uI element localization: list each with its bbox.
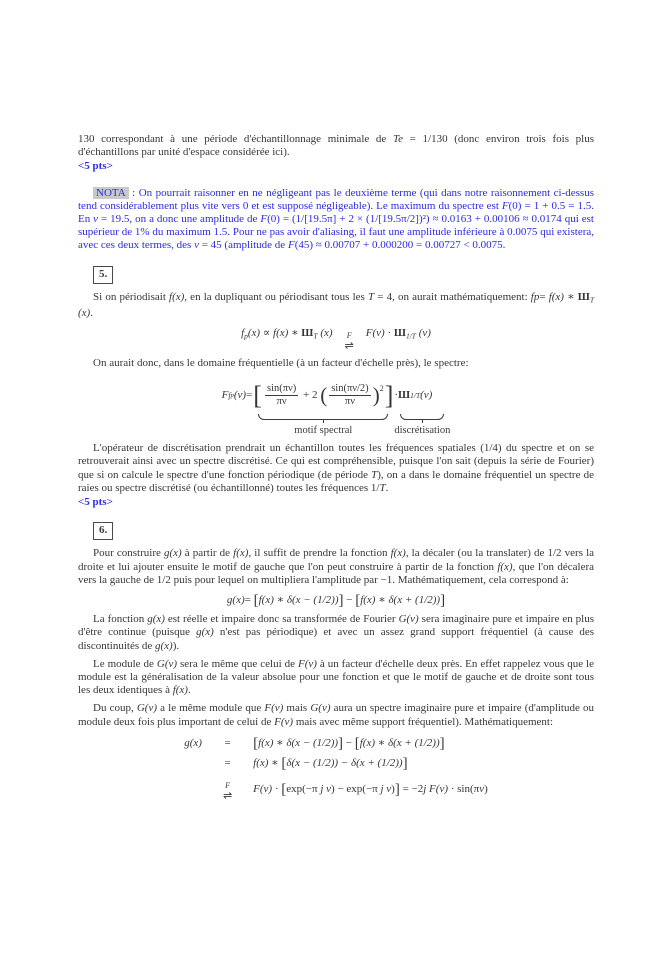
motif-spectral-expression [252, 379, 394, 413]
fraction-sinc-half [329, 383, 370, 408]
fraction-denominator: πν [344, 396, 355, 408]
points-badge-2: <5 pts> [78, 495, 113, 508]
harpoons-symbol: ⇌ [344, 338, 354, 352]
paragraph-6c: Le module de G(ν) sera le même que celui de F(ν) à un facteur d'échelle deux près. En effet rappelez vous que le module est la généralisation de la valeur absolue pour une fonction et que le motif de gauche et de droite sont tous les deux identiques à f(x). [78, 657, 594, 697]
underbrace-icon [400, 414, 444, 420]
fraction-denominator: πν [276, 396, 287, 408]
paragraph-5a: Si on périodisait f(x), en la dupliquant ou périodisant tous les T = 4, on aurait mathématiquement: fp= f(x) ∗ $Ш_T$ (x). [78, 290, 594, 319]
fourier-f-symbol: F [225, 781, 230, 791]
derivation-row3-fourier [211, 777, 244, 801]
derivation-row2-rhs: f(x) ∗ [δ(x − (1/2)) − δ(x + (1/2))] [253, 755, 408, 772]
underbrace-icon [258, 414, 388, 420]
underbrace-discretisation [394, 379, 450, 437]
cdot-symbol: · [394, 389, 399, 402]
section-5-number-box: 5. [93, 266, 113, 284]
paragraph-sampling-intro: 130 correspondant à une période d'échantillonnage minimale de Te = 1/130 (donc environ trois fois plus d'échantillons par unité d'espace considérée ici). [78, 133, 594, 159]
fourier-f-symbol: F [346, 330, 352, 340]
paragraph-nota [78, 187, 594, 253]
equation-periodisation [78, 327, 594, 351]
equation-periodisation-right: $F(\nu) \cdot Ш_{1/T}$ (ν) [365, 326, 431, 341]
subscript-p: p [230, 392, 234, 400]
subscript-f: f [228, 391, 231, 401]
left-paren: ( [320, 383, 328, 408]
right-paren: ) [372, 383, 380, 408]
paragraph-5b: On aurait donc, dans le domaine fréquentielle (à un facteur d'échelle près), le spectre: [93, 356, 469, 369]
shah-symbol: Ш [398, 389, 411, 402]
harpoons-symbol: ⇌ [222, 789, 233, 803]
fraction-numerator: sin(πν) [265, 383, 298, 396]
paragraph-6b: La fonction g(x) est réelle et impaire donc sa transformée de Fourier G(ν) sera imaginaire pure et impaire en plus d'être continue (puisque g(x) n'est pas périodique) et avec un assez grand support fréquentiel (à cause des discontinuités de g(x)). [78, 613, 595, 652]
nota-highlight-label: NOTA [93, 187, 129, 199]
right-bracket: ] [384, 380, 394, 410]
points-badge-1: <5 pts> [78, 160, 113, 173]
derivation-row1-equals: = [224, 736, 231, 749]
nu-argument: (ν) [420, 389, 433, 402]
paragraph-6a: Pour construire g(x) à partir de f(x), il suffit de prendre la fonction f(x), la décaler (ou la translater) de 1/2 vers la droite et lui ajouter ensuite le motif de gauche que l'on peut construire à partir de la fonction f(x), que l'on décalera vers la gauche de 1/2 puis pour lequel on multipliera l'amplitude par −1. Mathématiquement, cela correspond à: [78, 547, 595, 586]
nu-argument: (ν) [233, 389, 247, 402]
exponent-2: 2 [379, 383, 384, 393]
equation-spectrum [78, 379, 594, 437]
paragraph-6d: Du coup, G(ν) a le même module que F(ν) mais G(ν) aura un spectre imaginaire pure et impaire (d'amplitude ou module deux fois plus important de celui de F(ν) mais avec même support fréquentiel). Mathématiquement: [78, 702, 595, 728]
derivation-row1-rhs: [f(x) ∗ δ(x − (1/2))] − [f(x) ∗ δ(x + (1/2))] [253, 735, 445, 752]
shah-subscript: 1/T [410, 391, 421, 401]
derivation-row2-equals: = [224, 757, 231, 769]
fraction-sinc [265, 383, 298, 408]
paragraph-5c: L'opérateur de discrétisation prendrait un échantillon toutes les fréquences spatiales (1/4) du spectre et on se retrouverait ainsi avec un spectre discrétisé. Ce qui est compréhensible, puisque l'on sait (depuis la série de Fourier) que si on calcule le spectre d'une fonction périodique (de période T), on a dans le domaine fréquentiel un spectre de raies ou spectre discrétisé (ou échantillonné) toutes les fréquences 1/T. [78, 442, 594, 494]
equation-derivation-block [184, 737, 488, 801]
F-symbol: F [221, 389, 229, 402]
equation-g-definition: g(x)= [f(x) ∗ δ(x − (1/2))] − [f(x) ∗ δ(x + (1/2))] [226, 592, 446, 609]
underbrace-motif-spectral [252, 379, 394, 437]
underbrace-label-motif: motif spectral [294, 424, 353, 436]
equation-periodisation-left: $f_p(x) \propto f(x)$ ∗ $Ш_T$ (x) [241, 326, 333, 341]
section-5-heading [78, 253, 594, 286]
fourier-transform-pair-icon [223, 782, 232, 801]
fraction-numerator: sin(πν/2) [329, 383, 370, 396]
derivation-row1-lhs: g(x) [184, 736, 202, 749]
plus-two-term: + 2 [300, 389, 321, 402]
nota-body: : On pourrait raisonner en ne négligeant pas le deuxième terme (qui dans notre raisonnement ci-dessus tend considérablement plus vite vers 0 et est supposé négligeable). Le maximum du spectre est F(0) = 1 + 0.5 = 1.5. En ν = 19.5, on a donc une amplitude de F(0) = (1/[19.5π] + 2 × (1/[19.5π/2])²) ≈ 0.0163 + 0.00106 ≈ 0.0174 qui est supérieur de 1% du maximum 1.5. Pour ne pas avoir d'aliasing, il faut une amplitude inférieure à 0.0075 qui existera, avec ces deux termes, des ν = 45 (amplitude de F(45) ≈ 0.00707 + 0.000200 = 0.00727 < 0.0075. [78, 186, 595, 252]
section-6-number-box: 6. [93, 522, 113, 540]
discretisation-expression [394, 379, 450, 413]
equation-spectrum-lhs [222, 379, 253, 413]
left-bracket: [ [253, 380, 262, 410]
equals-sign: = [246, 389, 253, 402]
fourier-transform-pair-icon [345, 332, 354, 351]
underbrace-label-discretisation: discrétisation [394, 424, 451, 436]
section-6-heading [78, 509, 594, 542]
derivation-row3-rhs: F(ν) · [exp(−π j ν) − exp(−π j ν)] = −2j F(ν) · sin(πν) [253, 781, 488, 798]
